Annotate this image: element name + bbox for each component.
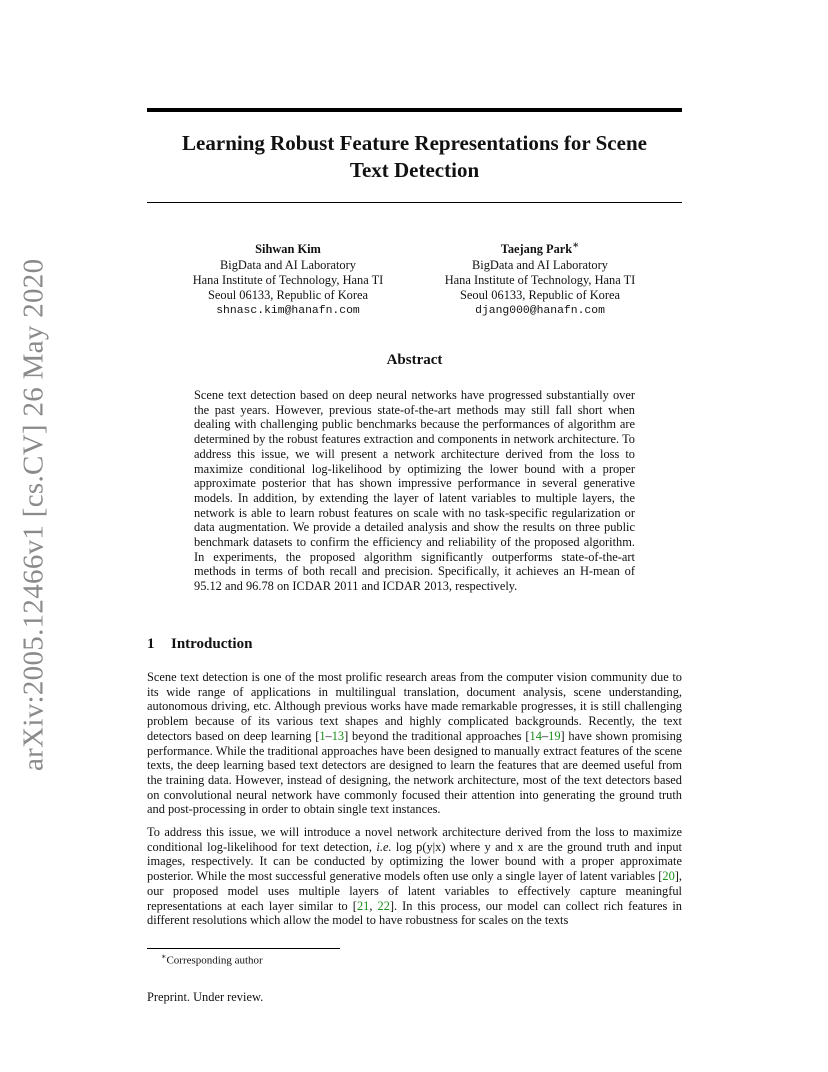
section-heading: [147, 636, 252, 653]
footnote-mark: ∗: [161, 952, 167, 961]
footnote-rule: [147, 948, 340, 949]
intro-paragraph-1: Scene text detection is one of the most prolific research areas from the computer vision community due to its wide range of applications in multilingual translation, document analysis, scene understanding, autonomous driving, etc. Although previous works have made remarkable progresses, it is still challenging problem because of its various text shapes and highly complicated backgrounds. Recently, the text detectors based on deep learning [1–13] beyond the traditional approaches [14–19] have shown promising performance. While the traditional approaches have been designed to manually extract features of the scene texts, the deep learning based text detectors are designed to learn the features that are deemed useful from the training data. However, instead of designing, the network architecture, most of the text detectors based on convolutional neural network have commonly focused their attention into generating the ground truth and post-processing in order to obtain single text instances.: [147, 670, 682, 817]
citation-link[interactable]: 21: [356, 898, 370, 913]
footnote: ∗Corresponding author: [161, 952, 263, 967]
citation-link[interactable]: 22: [377, 898, 390, 913]
author-affiliation: BigData and AI Laboratory: [220, 257, 356, 272]
citation-link[interactable]: 1: [319, 728, 326, 743]
author-address: Seoul 06133, Republic of Korea: [207, 288, 368, 303]
abstract-body: Scene text detection based on deep neural networks have progressed substantially over the past years. However, previous state-of-the-art methods may still fall short when dealing with challenging public benchmarks because the performances of algorithm are determined by the robust features extraction and components in network architecture. To address this issue, we will present a network architecture derived from the loss to maximize conditional log-likelihood by optimizing the lower bound with a proper approximate posterior that has shown impressive performance in several generative models. In addition, by extending the layer of latent variables to multiple layers, the network is able to learn robust features on scale with no task-specific regularization or data augmentation. We provide a detailed analysis and show the results on three public benchmark datasets to confirm the efficiency and reliability of the proposed algorithm. In experiments, the proposed algorithm significantly outperforms state-of-the-art methods in terms of both recall and precision. Specifically, it achieves an H-mean of 95.12 and 96.78 on ICDAR 2011 and ICDAR 2013, respectively.: [194, 388, 635, 594]
title-bottom-rule: [147, 202, 682, 203]
author-name: Sihwan Kim: [255, 242, 321, 257]
author-block-1: [168, 238, 408, 319]
section-title: Introduction: [171, 636, 253, 652]
citation-link[interactable]: 20: [662, 869, 675, 884]
preprint-note: Preprint. Under review.: [147, 990, 264, 1004]
author-affiliation: BigData and AI Laboratory: [472, 257, 608, 272]
citation-link[interactable]: 14: [529, 728, 542, 743]
intro-paragraph-2: To address this issue, we will introduce a novel network architecture derived from the loss to maximize conditional log-likelihood for text detection, i.e. log p(y|x) where y and x are the ground truth and input images, respectively. It can be conducted by optimizing the lower bound with a proper approximate posterior. While the most successful generative models often use only a single layer of latent variables [20], our proposed model uses multiple layers of latent variables to effectively capture meaningful representations at each layer similar to [21, 22]. In this process, our model can collect rich features in different resolutions which allow the model to have robustness for scales on the texts: [147, 825, 683, 928]
title-top-rule: [147, 108, 682, 112]
author-email: shnasc.kim@hanafn.com: [216, 304, 360, 317]
author-email: djang000@hanafn.com: [475, 304, 605, 317]
author-affiliation: Hana Institute of Technology, Hana TI: [192, 272, 384, 287]
math-expression: log p(y|x): [391, 839, 450, 854]
paper-title: [147, 130, 682, 184]
author-address: Seoul 06133, Republic of Korea: [459, 288, 620, 303]
author-affiliation: Hana Institute of Technology, Hana TI: [444, 272, 636, 287]
title-line-1: Learning Robust Feature Representations for Scene: [182, 131, 647, 155]
title-line-2: Text Detection: [349, 158, 480, 182]
citation-link[interactable]: 13: [331, 728, 345, 743]
section-number: 1: [147, 636, 155, 652]
author-name: Taejang Park∗: [500, 240, 580, 257]
citation-link[interactable]: 19: [548, 728, 561, 743]
abstract-heading: Abstract: [386, 352, 443, 368]
author-block-2: [420, 238, 660, 319]
arxiv-stamp: arXiv:2005.12466v1 [cs.CV] 26 May 2020: [17, 258, 50, 772]
